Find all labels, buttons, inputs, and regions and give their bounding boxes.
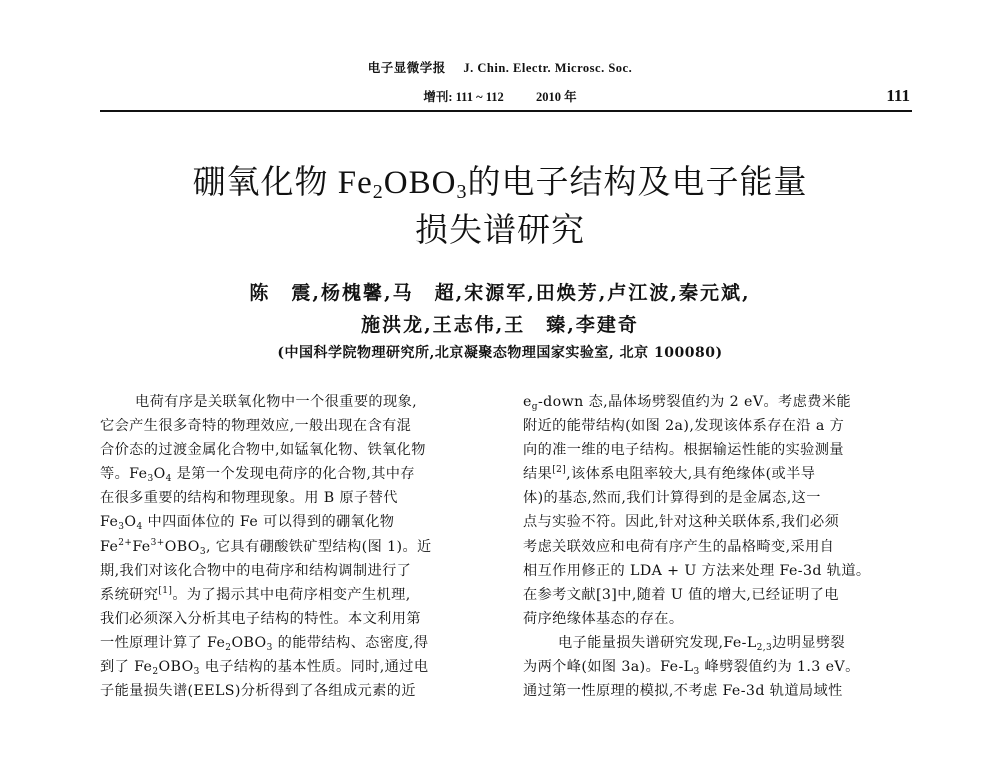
body-text-line: 期,我们对该化合物中的电荷序和结构调制进行了 [100,562,412,579]
subscript: 3 [118,522,125,533]
body-text-line: 相互作用修正的 LDA + U 方法来处理 Fe-3d 轨道。 [523,562,871,579]
subscript: 4 [136,522,143,533]
subscript: 3 [266,642,273,653]
body-column-right [523,390,911,703]
author-list-line-2: 施洪龙,王志伟,王 臻,李建奇 [361,314,639,336]
body-column-left [100,390,488,703]
title-text: OBO [383,165,457,201]
title-text: 硼氧化物 Fe [192,165,373,201]
body-text-line: 考虑关联效应和电荷有序产生的晶格畸变,采用自 [523,538,835,555]
page-range: 111 ~ 112 [455,90,504,104]
article-title-line-2: 损失谱研究 [415,213,585,249]
body-text-line: 在参考文献[3]中,随着 U 值的增大,已经证明了电 [523,586,839,603]
body-text-line: 向的准一维的电子结构。根据输运性能的实验测量 [523,442,844,459]
body-text-line: 等。$Fe_3O_4$ 是第一个发现电荷序的化合物,其中存 [100,466,415,485]
journal-name-cn: 电子显微学报 [367,61,446,75]
superscript: 2+ [118,537,133,548]
subscript: 3 [199,546,206,557]
body-text-line: 到了 $Fe_2OBO_3$ 电子结构的基本性质。同时,通过电 [100,659,429,678]
body-text-line: 一性原理计算了 $Fe_2OBO_3$ 的能带结构、态密度,得 [100,634,429,653]
body-text-line: 子能量损失谱(EELS)分析得到了各组成元素的近 [100,683,416,700]
issue-label: 增刊: [423,90,453,104]
subscript: 3 [147,474,154,485]
body-text-line: 合价态的过渡金属化合物中,如锰氧化物、铁氧化物 [100,442,426,459]
body-text-line: 在很多重要的结构和物理现象。用 B 原子替代 [100,490,398,507]
body-text-line: 结果[2],该体系电阻率较大,具有绝缘体(或半导 [523,465,816,483]
header-rule [100,110,912,112]
body-text-line: 我们必须深入分析其电子结构的特性。本文利用第 [100,610,421,627]
subscript: 2 [225,642,232,653]
article-title-line-1 [0,160,1000,206]
body-text-line: 附近的能带结构(如图 2a),发现该体系存在沿 a 方 [523,418,845,435]
author-list-line-1: 陈 震,杨槐馨,马 超,宋源军,田焕芳,卢江波,秦元斌, [249,282,751,304]
subscript: 2,3 [756,642,773,653]
superscript: 3+ [150,537,165,548]
journal-name-en: J. Chin. Electr. Microsc. Soc. [463,61,633,75]
body-text-line: 为两个峰(如图 3a)。$Fe-L_3$ 峰劈裂值约为 1.3 eV。 [523,659,860,678]
body-text-line: 电子能量损失谱研究发现$,Fe-L_{2,3}$边明显劈裂 [558,634,846,653]
body-text-line: $Fe_3O_4$ 中四面体位的 Fe 可以得到的硼氧化物 [100,514,395,533]
body-text-line: 体)的基态,然而,我们计算得到的是金属态,这一 [523,490,821,507]
issue-line [0,87,1000,105]
body-text-line: 荷序绝缘体基态的存在。 [523,610,684,627]
subscript: 2 [372,181,384,203]
page-number: 111 [886,86,910,105]
subscript: g [531,402,538,412]
affiliation: (中国科学院物理研究所,北京凝聚态物理国家实验室, 北京 100080) [277,345,723,361]
superscript: [2] [552,465,567,476]
publication-year: 2010 年 [536,90,577,104]
subscript: 4 [165,474,172,485]
body-text-line: 通过第一性原理的模拟,不考虑 Fe-3d 轨道局域性 [523,683,843,700]
subscript: 3 [193,667,200,678]
subscript: 2 [152,667,159,678]
subscript: 3 [693,667,700,678]
title-text: 的电子结构及电子能量 [467,165,808,201]
body-text-line: 系统研究[1]。为了揭示其中电荷序相变产生机理, [100,585,411,603]
body-text-line: 它会产生很多奇特的物理效应,一般出现在含有混 [100,418,412,435]
body-text-line: $e_g$-down 态,晶体场劈裂值约为 2 eV。考虑费米能 [523,394,851,412]
body-text-line: 点与实验不符。因此,针对这种关联体系,我们必须 [523,514,840,531]
body-text-line: $Fe^{2+}Fe^{3+}OBO_3$, 它具有硼酸铁矿型结构(图 1)。近 [100,537,432,557]
journal-running-head [0,58,1000,76]
subscript: 3 [456,181,468,203]
superscript: [1] [158,585,173,596]
body-text-line: 电荷有序是关联氧化物中一个很重要的现象, [135,394,418,410]
